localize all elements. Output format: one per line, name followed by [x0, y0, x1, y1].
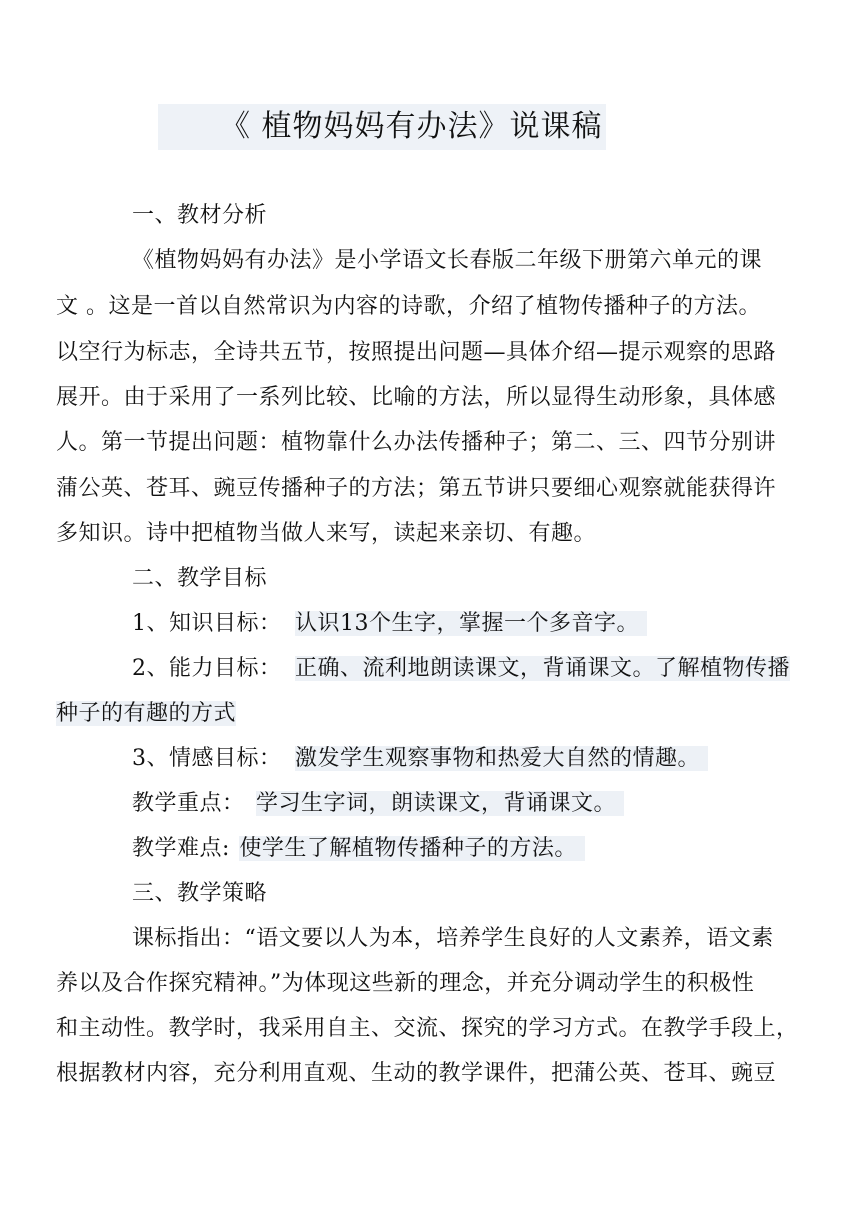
teaching-difficulty — [132, 832, 585, 866]
paragraph-line: 根据教材内容，充分利用直观、生动的教学课件，把蒲公英、苍耳、豌豆 — [56, 1061, 777, 1086]
paragraph-line: 养以及合作探究精神。”为体现这些新的理念，并充分调动学生的积极性 — [56, 971, 755, 996]
title-text: 《 植物妈妈有办法》说课稿 — [220, 109, 603, 144]
goal-ability-cont — [56, 697, 236, 731]
goal-knowledge — [132, 607, 647, 641]
paragraph-line: 展开。由于采用了一系列比较、比喻的方法，所以显得生动形象，具体感 — [56, 385, 777, 410]
goal-label: 3、情感目标： — [132, 746, 282, 771]
paragraph-line: 文 。这是一首以自然常识为内容的诗歌，介绍了植物传播种子的方法。 — [56, 294, 761, 319]
document-title — [158, 104, 606, 150]
teaching-key-point — [132, 787, 624, 821]
goal-text: 正确、流利地朗读课文，背诵课文。了解植物传播 — [295, 656, 791, 681]
paragraph-line: 以空行为标志，全诗共五节，按照提出问题—具体介绍—提示观察的思路 — [56, 340, 777, 365]
goal-text: 认识13个生字，掌握一个多音字。 — [295, 611, 647, 636]
section-heading-3: 三、教学策略 — [132, 881, 268, 906]
goal-text-cont: 种子的有趣的方式 — [56, 701, 237, 726]
paragraph-line: 《植物妈妈有办法》是小学语文长春版二年级下册第六单元的课 — [132, 248, 763, 273]
section-heading-1: 一、教材分析 — [132, 203, 268, 228]
goal-label: 1、知识目标： — [132, 611, 282, 636]
goal-emotion — [132, 742, 708, 776]
goal-ability — [132, 652, 790, 686]
goal-text: 激发学生观察事物和热爱大自然的情趣。 — [295, 746, 708, 771]
difficulty-text: 使学生了解植物传播种子的方法。 — [239, 836, 585, 861]
key-text: 学习生字词，朗读课文，背诵课文。 — [256, 791, 624, 816]
section-heading-2: 二、教学目标 — [132, 566, 268, 591]
paragraph-line: 和主动性。教学时，我采用自主、交流、探究的学习方式。在教学手段上， — [56, 1016, 799, 1041]
paragraph-line: 人。第一节提出问题：植物靠什么办法传播种子；第二、三、四节分别讲 — [56, 430, 777, 455]
difficulty-label: 教学难点: — [132, 836, 230, 861]
paragraph-line: 课标指出：“语文要以人为本，培养学生良好的人文素养，语文素 — [132, 926, 774, 951]
key-label: 教学重点： — [132, 791, 245, 816]
goal-label: 2、能力目标： — [132, 656, 282, 681]
paragraph-line: 蒲公英、苍耳、豌豆传播种子的方法；第五节讲只要细心观察就能获得许 — [56, 476, 777, 501]
paragraph-line: 多知识。诗中把植物当做人来写，读起来亲切、有趣。 — [56, 521, 597, 546]
